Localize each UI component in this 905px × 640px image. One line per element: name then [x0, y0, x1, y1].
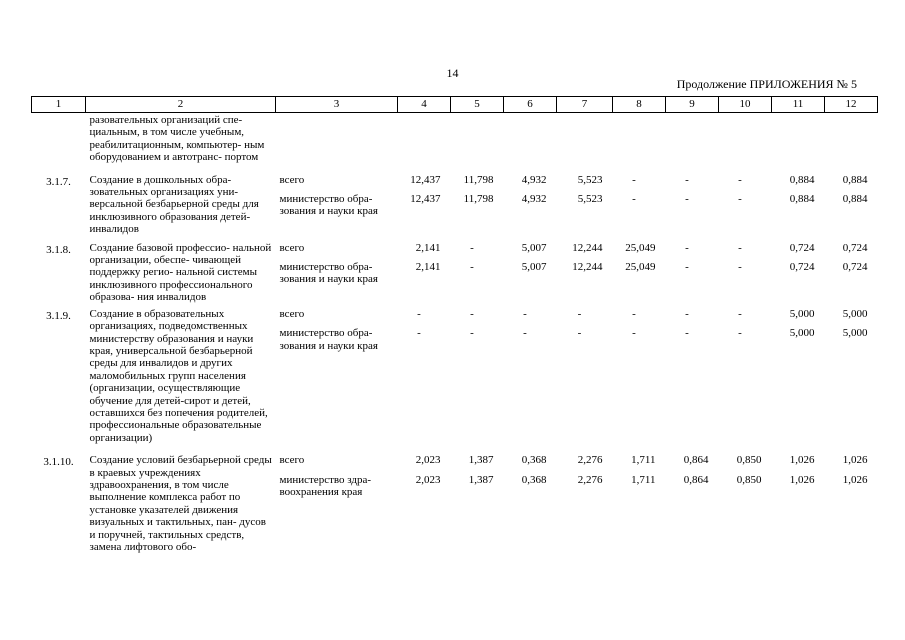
funding-value: - [470, 307, 474, 320]
value-cell [451, 242, 504, 308]
funding-value: 2,023 [415, 473, 441, 486]
funding-value: 2,141 [415, 241, 441, 254]
funding-value: - [738, 173, 742, 186]
value-cell [666, 308, 719, 454]
header-cell: 6 [504, 97, 557, 113]
row-number: 3.1.7. [46, 175, 71, 188]
value-cell [451, 174, 504, 242]
funding-value: 1,026 [842, 473, 868, 486]
header-cell: 10 [719, 97, 772, 113]
funding-value: 2,276 [577, 473, 603, 486]
funding-value: 0,724 [789, 241, 815, 254]
value-cell [398, 454, 451, 553]
table-row [32, 242, 878, 308]
executor-label: министерство обра- зования и науки края [279, 327, 378, 352]
table-row [32, 308, 878, 454]
funding-value: 0,850 [736, 454, 762, 467]
executor-label: всего [279, 173, 305, 186]
funding-value: 25,049 [625, 261, 656, 274]
executor-cell [276, 242, 398, 308]
value-cell [613, 174, 666, 242]
funding-value: 0,884 [842, 193, 868, 206]
funding-value: 5,000 [842, 327, 868, 340]
funding-value: - [685, 327, 689, 340]
row-number: 3.1.8. [46, 243, 71, 256]
measure-name: Создание условий безбарьерной среды в краевых учреждениях здравоохранения, в том числе выполнение комплекса работ по установке указателей движения визуальных и тактильных, пан- дусов и поручней, тактильных средств, замена лифтового обо- [89, 454, 272, 553]
funding-value: 5,007 [521, 261, 547, 274]
value-cell [719, 174, 772, 242]
header-cell: 3 [276, 97, 398, 113]
table-row [32, 113, 878, 174]
funding-value: 4,932 [521, 193, 547, 206]
page-number: 14 [446, 66, 459, 80]
executor-cell [276, 174, 398, 242]
funding-value: - [685, 261, 689, 274]
funding-value: 0,864 [683, 473, 709, 486]
table-row [32, 174, 878, 242]
funding-value: 1,026 [789, 473, 815, 486]
value-cell [666, 174, 719, 242]
funding-value: - [470, 261, 474, 274]
executor-label: всего [279, 241, 305, 254]
value-cell [398, 308, 451, 454]
header-cell: 11 [772, 97, 825, 113]
executor-label: всего [279, 454, 305, 467]
funding-value: - [632, 173, 636, 186]
value-cell [825, 308, 878, 454]
value-cell [825, 454, 878, 553]
value-cell [398, 242, 451, 308]
value-cell [719, 454, 772, 553]
funding-value: - [632, 307, 636, 320]
value-cell [451, 454, 504, 553]
funding-value: 1,387 [468, 454, 494, 467]
funding-value: 1,026 [789, 454, 815, 467]
funding-value: 4,932 [521, 173, 547, 186]
funding-value: 0,368 [521, 473, 547, 486]
value-cell [772, 308, 825, 454]
value-cell [451, 308, 504, 454]
funding-value: 0,884 [789, 193, 815, 206]
funding-value: - [738, 261, 742, 274]
funding-value: 0,850 [736, 473, 762, 486]
funding-value: 2,023 [415, 454, 441, 467]
value-cell [772, 174, 825, 242]
funding-value: - [470, 327, 474, 340]
header-cell: 1 [32, 97, 86, 113]
funding-value: - [738, 307, 742, 320]
executor-label: министерство обра- зования и науки края [279, 193, 378, 218]
funding-value: 11,798 [463, 193, 494, 206]
funding-value: 0,724 [842, 241, 868, 254]
funding-value: 0,884 [842, 173, 868, 186]
value-cell [557, 454, 613, 553]
funding-value: - [685, 193, 689, 206]
funding-value: 11,798 [463, 173, 494, 186]
funding-value: 0,724 [789, 261, 815, 274]
funding-value: 25,049 [625, 241, 656, 254]
executor-cell [276, 308, 398, 454]
funding-value: - [632, 193, 636, 206]
value-cell [613, 454, 666, 553]
funding-value: 0,864 [683, 454, 709, 467]
header-cell: 7 [557, 97, 613, 113]
funding-value: - [685, 307, 689, 320]
funding-value: 0,724 [842, 261, 868, 274]
funding-value: - [685, 173, 689, 186]
funding-value: 2,276 [577, 454, 603, 467]
funding-value: 5,000 [789, 307, 815, 320]
funding-value: 12,437 [410, 173, 441, 186]
funding-value: - [577, 327, 582, 340]
appendix-continuation-label: Продолжение ПРИЛОЖЕНИЯ № 5 [676, 77, 857, 91]
funding-value: 5,523 [577, 193, 603, 206]
budget-table [31, 96, 878, 553]
value-cell [557, 242, 613, 308]
funding-value: - [577, 307, 582, 320]
column-number-header [32, 97, 878, 113]
funding-value: 5,523 [577, 173, 603, 186]
value-cell [398, 174, 451, 242]
value-cell [825, 174, 878, 242]
value-cell [504, 308, 557, 454]
value-cell [504, 242, 557, 308]
funding-value: - [470, 241, 474, 254]
executor-cell [276, 454, 398, 553]
header-cell: 8 [613, 97, 666, 113]
funding-value: - [738, 241, 742, 254]
funding-value: 12,437 [410, 193, 441, 206]
funding-value: - [523, 327, 527, 340]
funding-value: 5,000 [789, 327, 815, 340]
funding-value: 1,711 [631, 454, 656, 467]
row-number: 3.1.9. [46, 309, 71, 322]
value-cell [772, 242, 825, 308]
header-cell: 5 [451, 97, 504, 113]
funding-value: 5,007 [521, 241, 547, 254]
funding-value: - [417, 307, 421, 320]
value-cell [504, 454, 557, 553]
funding-value: - [417, 327, 421, 340]
value-cell [504, 174, 557, 242]
value-cell [613, 308, 666, 454]
executor-label: министерство здра- воохранения края [279, 473, 372, 498]
value-cell [666, 242, 719, 308]
measure-name: Создание базовой профессио- нальной организации, обеспе- чивающей поддержку регио- нальной системы инклюзивного профессионального образова- ния инвалидов [89, 241, 272, 304]
table-row [32, 454, 878, 553]
funding-value: - [738, 193, 742, 206]
value-cell [825, 242, 878, 308]
executor-label: всего [279, 307, 305, 320]
funding-value: - [685, 241, 689, 254]
header-cell: 4 [398, 97, 451, 113]
funding-value: - [523, 307, 527, 320]
value-cell [719, 308, 772, 454]
measure-name: Создание в дошкольных обра- зовательных организациях уни- версальной безбарьерной среды для инклюзивного образования детей-инвалидов [89, 173, 259, 236]
funding-value: - [632, 327, 636, 340]
funding-value: - [738, 327, 742, 340]
funding-value: 1,387 [468, 473, 494, 486]
header-cell: 12 [825, 97, 878, 113]
value-cell [772, 454, 825, 553]
funding-value: 1,026 [842, 454, 868, 467]
value-cell [557, 174, 613, 242]
funding-value: 5,000 [842, 307, 868, 320]
funding-value: 12,244 [572, 241, 603, 254]
executor-label: министерство обра- зования и науки края [279, 261, 378, 286]
value-cell [613, 242, 666, 308]
funding-value: 12,244 [572, 261, 603, 274]
row-number: 3.1.10. [43, 456, 74, 469]
header-cell: 9 [666, 97, 719, 113]
value-cell [557, 308, 613, 454]
row-number [32, 113, 86, 174]
measure-name: Создание в образовательных организациях, подведомственных министерству образования и науки края, универсальной безбарьерной среды для инвалидов и других маломобильных групп населения (организации, осуществляющие обучение для детей-сирот и детей, оставшихся без попечения родителей, профессиональные образовательные организации) [89, 307, 268, 444]
header-cell: 2 [86, 97, 276, 113]
value-cell [719, 242, 772, 308]
measure-name: разовательных организаций спе- циальным, в том числе учебным, реабилитационным, компьютер- ным оборудованием и автотранс- портом [89, 114, 265, 164]
funding-value: 0,368 [521, 454, 547, 467]
funding-value: 2,141 [415, 261, 441, 274]
funding-value: 0,884 [789, 173, 815, 186]
funding-value: 1,711 [631, 473, 656, 486]
value-cell [666, 454, 719, 553]
